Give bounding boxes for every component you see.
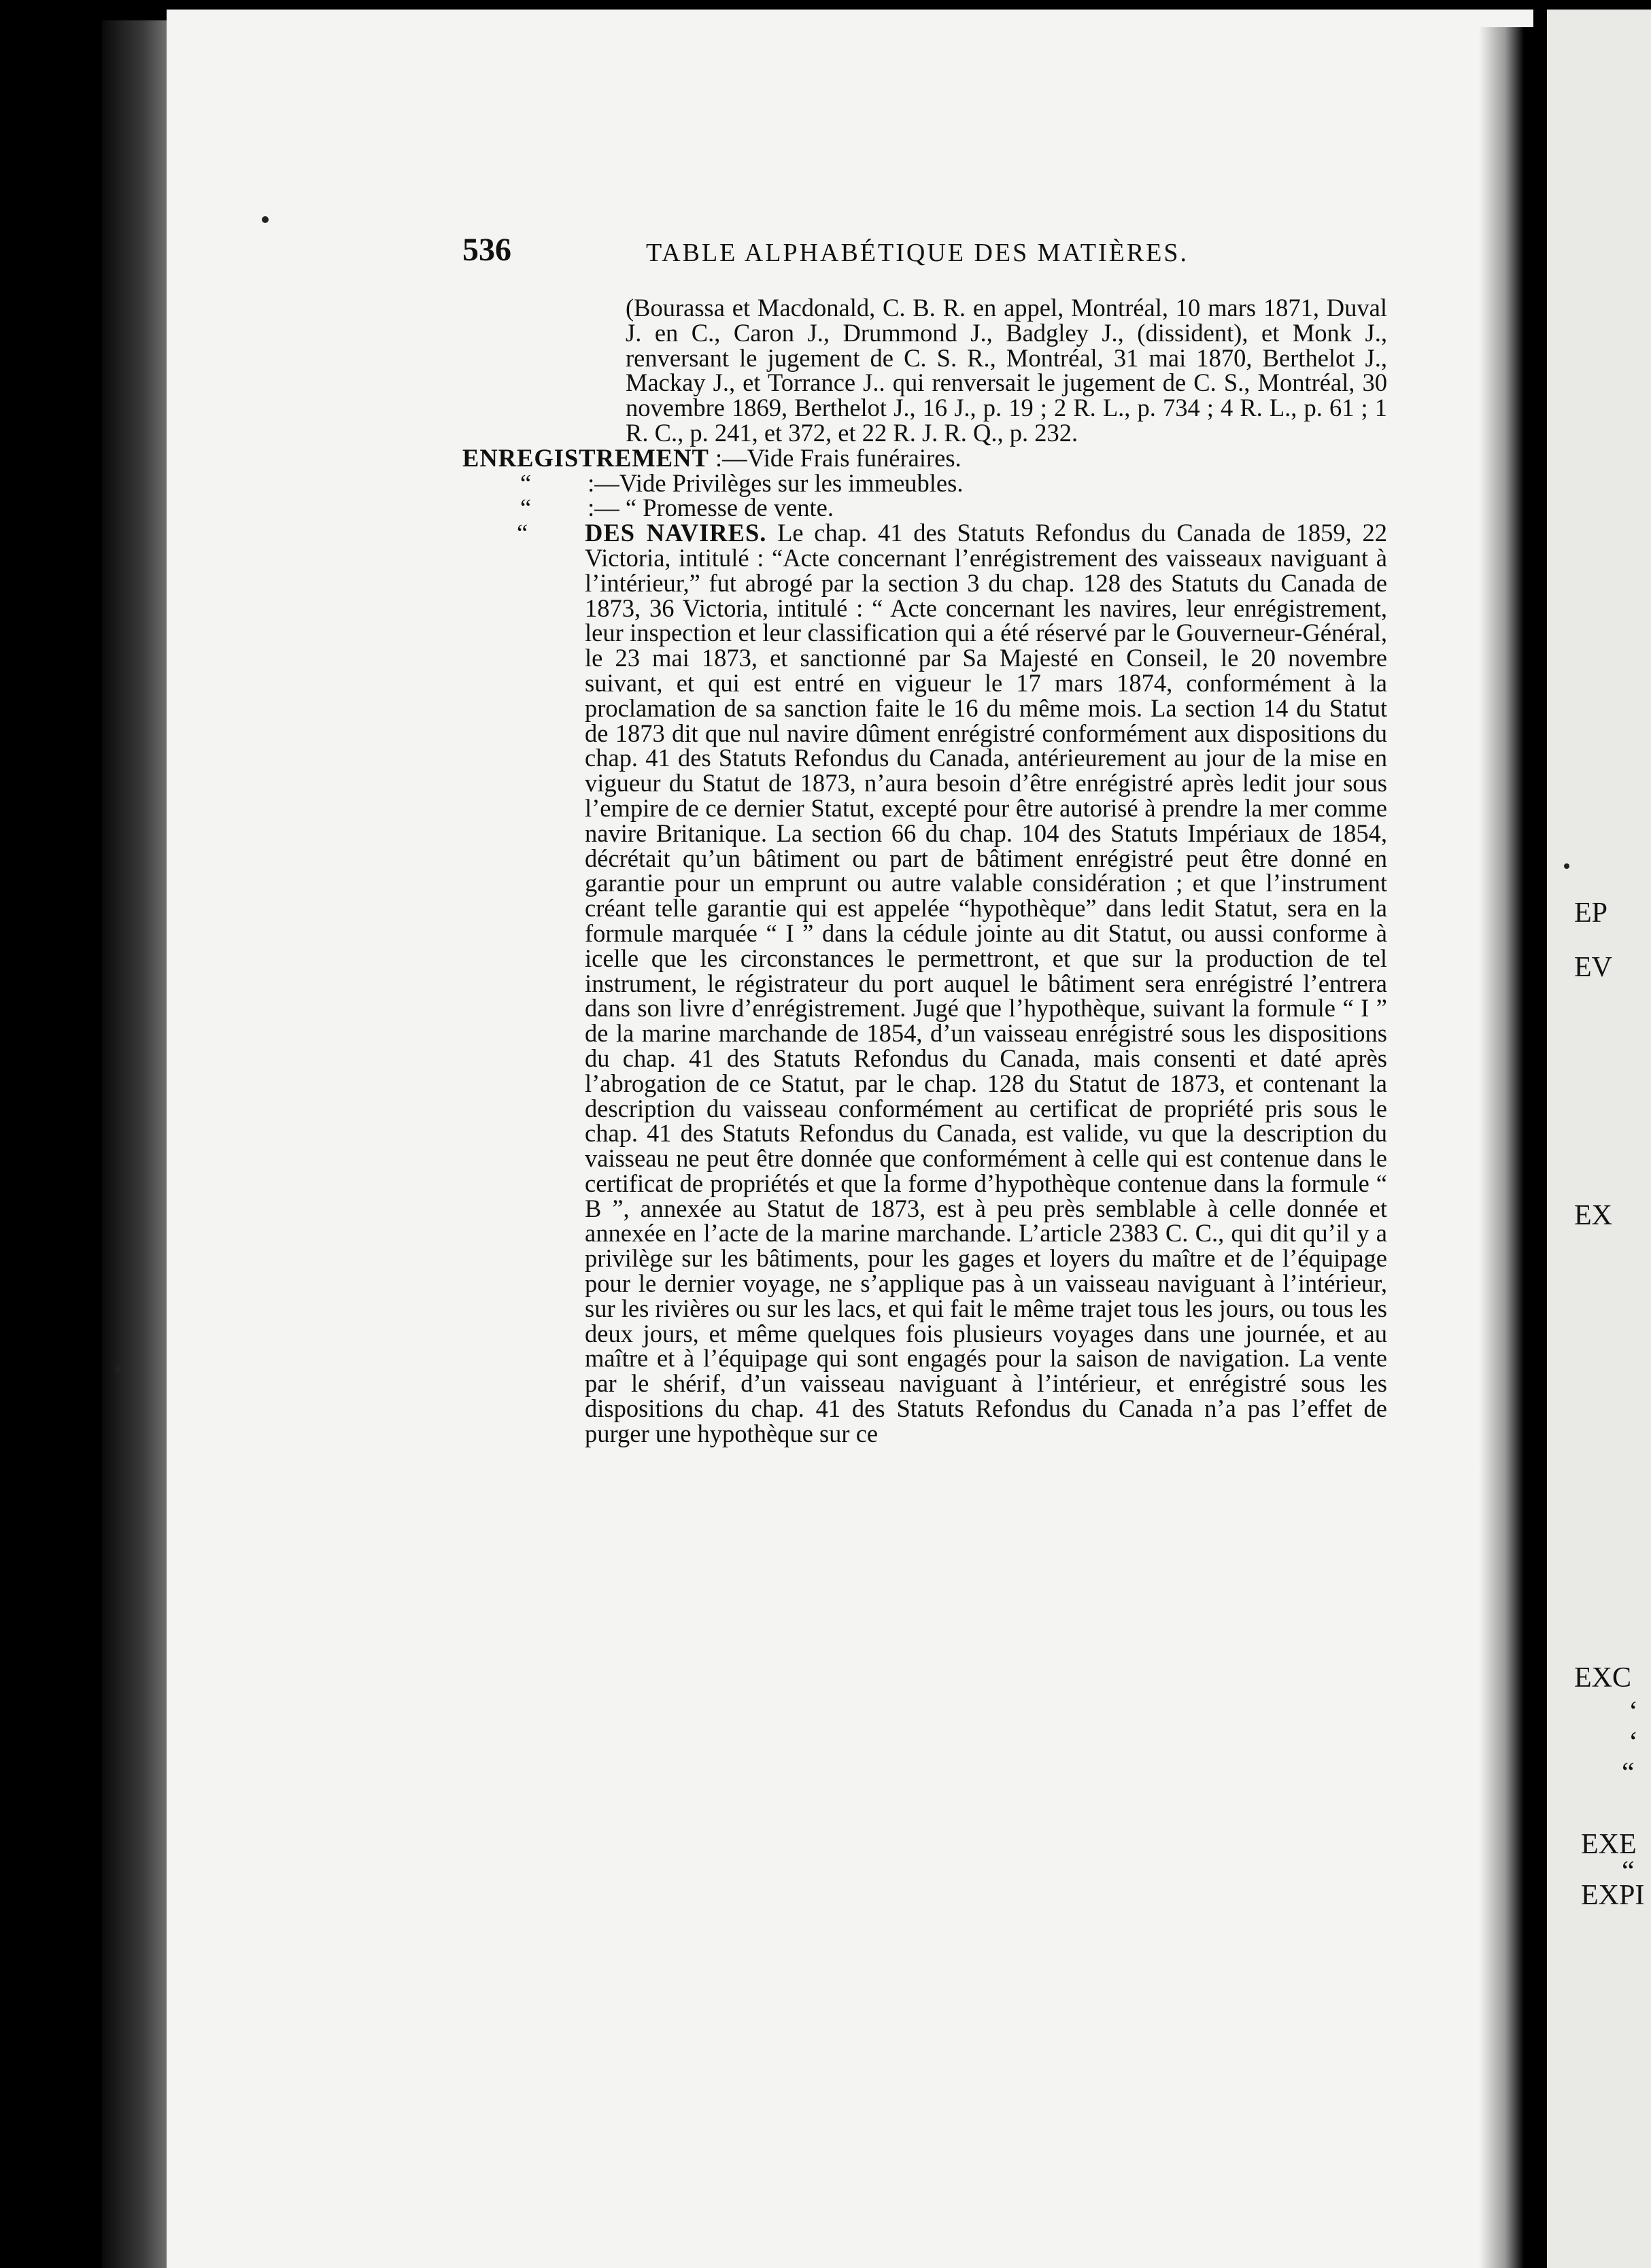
facing-page bbox=[1547, 10, 1651, 2268]
book-spine bbox=[102, 20, 170, 2268]
facing-page-fragment: EP bbox=[1574, 897, 1608, 929]
index-entry bbox=[462, 443, 1387, 472]
index-entry bbox=[462, 468, 1387, 497]
entry-text: :— “ Promesse de vente. bbox=[581, 494, 834, 522]
page-header bbox=[462, 231, 1414, 279]
facing-page-fragment: “ bbox=[1622, 1757, 1635, 1789]
ditto-mark: “ bbox=[520, 494, 532, 522]
entry-text: :—Vide Frais funéraires. bbox=[709, 443, 961, 472]
facing-page-fragment: EXPI bbox=[1581, 1880, 1645, 1911]
running-title: TABLE ALPHABÉTIQUE DES MATIÈRES. bbox=[646, 239, 1189, 267]
ditto-mark: “ bbox=[520, 468, 532, 497]
ditto-mark: “ bbox=[517, 519, 528, 547]
index-entry bbox=[462, 496, 1387, 521]
entry-headword: DES NAVIRES. bbox=[585, 519, 767, 547]
facing-page-fragment: EV bbox=[1574, 952, 1612, 983]
facing-page-fragment: EXE bbox=[1581, 1829, 1637, 1860]
entry-text: :—Vide Privilèges sur les immeubles. bbox=[581, 468, 964, 497]
entry-text: Le chap. 41 des Statuts Refondus du Canada de 1859, 22 Victoria, intitulé : “Acte concernant l’enrégistrement des vaisseaux naviguant à l’intérieur,” fut abrogé par la section 3 du chap. 128 des Statuts du Canada de 1873, 36 Victoria, intitulé : “ Acte concernant les navires, leur enrégistrement, leur inspection et leur classification qui a été réservé par le Gouverneur-Général, le 23 mai 1873, et sanctionné par Sa Majesté en Conseil, le 20 novembre suivant, et qui est entré en vigueur le 17 mars 1874, conformément à la proclamation de sa sanction faite le 16 du même mois. La section 14 du Statut de 1873 dit que nul navire dûment enrégistré conformément aux dispositions du chap. 41 des Statuts Refondus du Canada, antérieurement au jour de la mise en vigueur du Statut de 1873, n’aura besoin d’être enrégistré après ledit jour sous l’empire de ce dernier Statut, excepté pour être autorisé à prendre la mer comme navire Britanique. La section 66 du chap. 104 des Statuts Impériaux de 1854, décrétait qu’un bâtiment ou part de bâtiment enrégistré peut être donné en garantie pour un emprunt ou autre valable considération ; et que l’instrument créant telle garantie qui est appelée “hypothèque” dans ledit Statut, sera en la formule marquée “ I ” dans la cédule jointe au dit Statut, ou aussi conforme à icelle que les circonstances le permettront, et que sur la production de tel instrument, le régistrateur du port auquel le bâtiment sera enrégistré l’entrera dans son livre d’enrégistrement. Jugé que l’hypothèque, suivant la formule “ I ” de la marine marchande de 1854, d’un vaisseau enrégistré sous les dispositions du chap. 41 des Statuts Refondus du Canada, mais consenti et daté après l’abrogation de ce Statut, par le chap. 128 du Statut de 1873, et contenant la description du vaisseau conformément au certificat de propriété pris sous le chap. 41 des Statuts Refondus du Canada, est valide, vu que la description du vaisseau ne peut être donnée que conformément à celle qui est contenue dans le certificat de propriétés et que la forme d’hypothèque contenue dans la formule “ B ”, annexée au Statut de 1873, est à peu près semblable à celle donnée et annexée en l’acte de la marine marchande. L’article 2383 C. C., qui dit qu’il y a privilège sur les bâtiments, pour les gages et loyers du maître et de l’équipage pour le dernier voyage, ne s’applique pas à un vaisseau naviguant à l’intérieur, sur les rivières ou sur les lacs, et qui fait le même trajet tous les jours, ou tous les deux jours, et même quelques fois plusieurs voyages dans une journée, et au maître et à l’équipage qui sont engagés pour la saison de navigation. La vente par le shérif, d’un vaisseau naviguant à l’intérieur, et enrégistré sous les dispositions du chap. 41 des Statuts Refondus du Canada n’a pas l’effet de purger une hypothèque sur ce bbox=[585, 519, 1387, 1447]
case-citation: (Bourassa et Macdonald, C. B. R. en appel, Montréal, 10 mars 1871, Duval J. en C., Caron J., Drummond J., Badgley J., (dissident), et Monk J., renversant le jugement de C. S. R., Montréal, 31 mai 1870, Berthelot J., Mackay J., et Torrance J.. qui renversait le jugement de C. S., Montréal, 30 novembre 1869, Berthelot J., 16 J., p. 19 ; 2 R. L., p. 734 ; 4 R. L., p. 61 ; 1 R. C., p. 241, et 372, et 22 R. J. R. Q., p. 232. bbox=[626, 294, 1387, 447]
facing-page-fragment: EX bbox=[1574, 1200, 1612, 1231]
speck bbox=[116, 1367, 122, 1373]
facing-page-fragment: EXC bbox=[1574, 1662, 1631, 1694]
index-entry-navires bbox=[462, 521, 1387, 1446]
facing-page-fragment: ‘ bbox=[1629, 1696, 1638, 1728]
speck bbox=[262, 216, 269, 223]
facing-page-fragment: “ bbox=[1622, 1856, 1635, 1887]
page-gutter bbox=[1479, 27, 1554, 2268]
index-text bbox=[462, 296, 1387, 1447]
facing-page-fragment: ‘ bbox=[1629, 1727, 1638, 1758]
entry-headword: ENREGISTREMENT bbox=[462, 443, 709, 472]
speck bbox=[1564, 863, 1569, 869]
page-number: 536 bbox=[462, 232, 511, 268]
